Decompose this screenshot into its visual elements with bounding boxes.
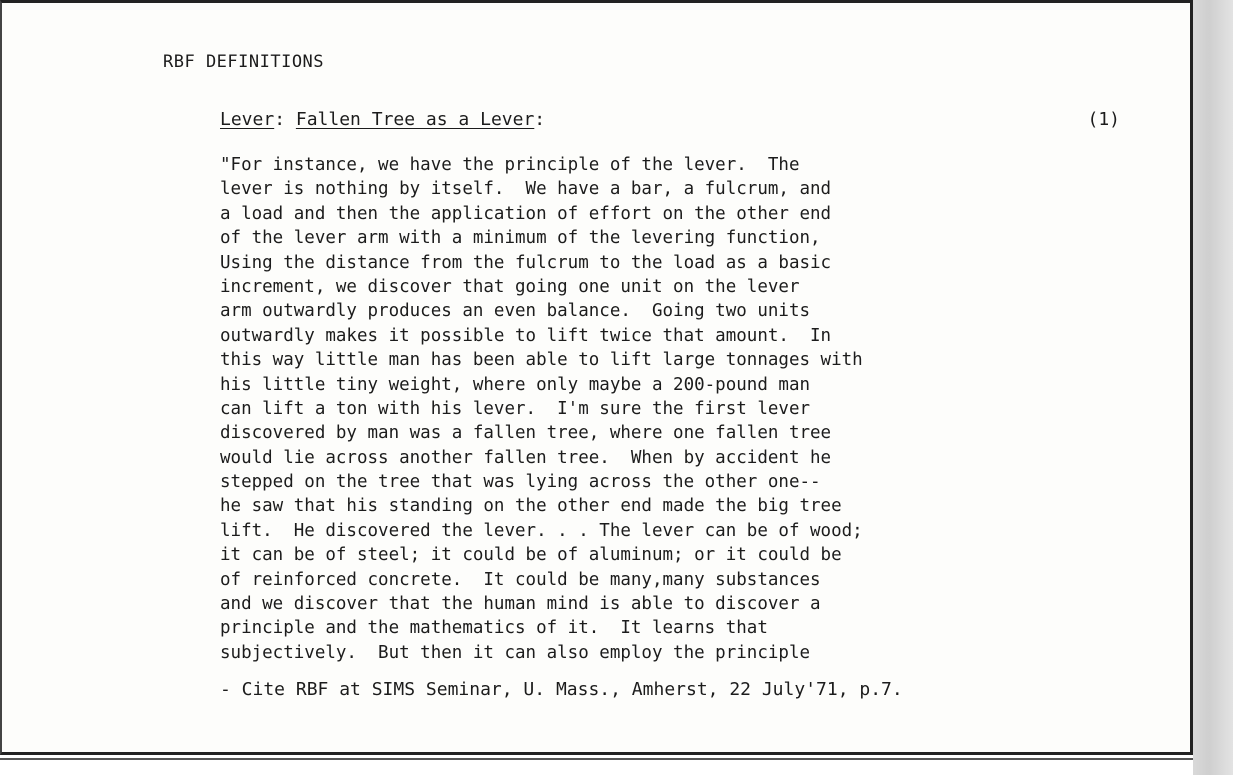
quote-line: can lift a ton with his lever. I'm sure the first lever bbox=[220, 398, 811, 419]
quote-line: lift. He discovered the lever. . . The lever can be of wood; bbox=[220, 520, 863, 541]
quote-line: increment, we discover that going one unit on the lever bbox=[220, 276, 800, 297]
quote-line: his little tiny weight, where only maybe a 200-pound man bbox=[220, 374, 811, 395]
entry-term: Lever bbox=[220, 109, 275, 130]
quote-line: arm outwardly produces an even balance. Going two units bbox=[220, 301, 811, 322]
quote-line: and we discover that the human mind is able to discover a bbox=[220, 594, 821, 615]
quote-body bbox=[220, 153, 1100, 665]
quote-line: of the lever arm with a minimum of the levering function, bbox=[220, 228, 821, 249]
entry-heading: Lever: Fallen Tree as a Lever: (1) bbox=[220, 109, 1120, 130]
quote-line: Using the distance from the fulcrum to the load as a basic bbox=[220, 252, 832, 273]
scan-margin bbox=[1193, 0, 1233, 775]
entry-number: (1) bbox=[1087, 109, 1120, 130]
quote-line: of reinforced concrete. It could be many,many substances bbox=[220, 569, 821, 590]
entry-subheading: Fallen Tree as a Lever bbox=[295, 109, 535, 130]
quote-line: would lie across another fallen tree. When by accident he bbox=[220, 447, 832, 468]
quote-line: lever is nothing by itself. We have a bar, a fulcrum, and bbox=[220, 179, 832, 200]
quote-line: a load and then the application of effort on the other end bbox=[220, 203, 832, 224]
quote-line: subjectively. But then it can also employ the principle bbox=[220, 642, 811, 663]
quote-line: "For instance, we have the principle of the lever. The bbox=[220, 155, 800, 175]
quote-line: principle and the mathematics of it. It learns that bbox=[220, 618, 768, 639]
quote-line: this way little man has been able to lift large tonnages with bbox=[220, 350, 863, 371]
quote-line: stepped on the tree that was lying across the other one-- bbox=[220, 472, 821, 493]
quote-line: he saw that his standing on the other end made the big tree bbox=[220, 496, 842, 517]
quote-line: outwardly makes it possible to lift twice that amount. In bbox=[220, 325, 832, 346]
quote-line: it can be of steel; it could be of aluminum; or it could be bbox=[220, 545, 842, 566]
page-title: RBF DEFINITIONS bbox=[163, 52, 325, 72]
card-edge-divider bbox=[0, 758, 1193, 760]
citation: - Cite RBF at SIMS Seminar, U. Mass., Amherst, 22 July'71, p.7. bbox=[220, 679, 903, 700]
quote-line: discovered by man was a fallen tree, where one fallen tree bbox=[220, 423, 832, 444]
